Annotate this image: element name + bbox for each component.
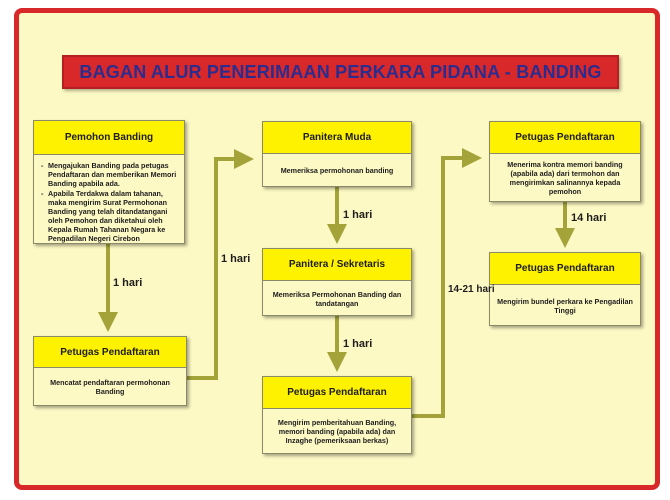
box-petugas-pendaftaran-4 [489,252,641,326]
box-header: Petugas Pendaftaran [263,377,411,409]
box-header: Pemohon Banding [34,121,184,155]
duration-label-5: 14-21 hari [448,284,495,295]
box-header: Panitera / Sekretaris [263,249,411,281]
box-header: Petugas Pendaftaran [34,337,186,368]
box-petugas-pendaftaran-1 [33,336,187,406]
duration-label-6: 14 hari [571,212,607,224]
box-body [34,155,184,247]
duration-label-2: 1 hari [221,253,251,265]
box-body: Mengirim bundel perkara ke Pengadilan Tinggi [497,296,633,315]
pemohon-step-2: - Apabila Terdakwa dalam tahanan, maka mengirim Surat Permohonan Banding yang telah ditandatangani oleh Pemohon dan diketahui oleh Kepala Rumah Tahanan Negara ke Pengadilan Negeri Cirebon [44,189,180,243]
box-petugas-pendaftaran-2 [262,376,412,454]
box-header: Petugas Pendaftaran [490,253,640,285]
box-panitera-sekretaris [262,248,412,316]
box-body: Memeriksa Permohonan Banding dan tandatangan [272,289,402,308]
box-body: Mengirim pemberitahuan Banding, memori banding (apabila ada) dan Inzaghe (pemeriksaan berkas) [277,418,397,445]
duration-label-3: 1 hari [343,209,373,221]
box-pemohon-banding [33,120,185,244]
box-header: Panitera Muda [263,122,411,154]
box-petugas-pendaftaran-3 [489,121,641,202]
box-body: Menerima kontra memori banding (apabila ada) dari termohon dan mengirimkan salinannya kepada pemohon [507,160,623,196]
box-body: Mencatat pendaftaran permohonan Banding [50,378,170,396]
box-header: Petugas Pendaftaran [490,122,640,154]
arrow-petugas1-to-panitera-muda [187,159,250,378]
duration-label-1: 1 hari [113,277,143,289]
box-panitera-muda [262,121,412,187]
diagram-title: BAGAN ALUR PENERIMAAN PERKARA PIDANA - BANDING [79,61,602,82]
box-body: Memeriksa permohonan banding [280,166,394,175]
pemohon-step-1: - Mengajukan Banding pada petugas Pendaftaran dan memberikan Memori Banding apabila ada. [44,161,180,188]
duration-label-4: 1 hari [343,338,373,350]
